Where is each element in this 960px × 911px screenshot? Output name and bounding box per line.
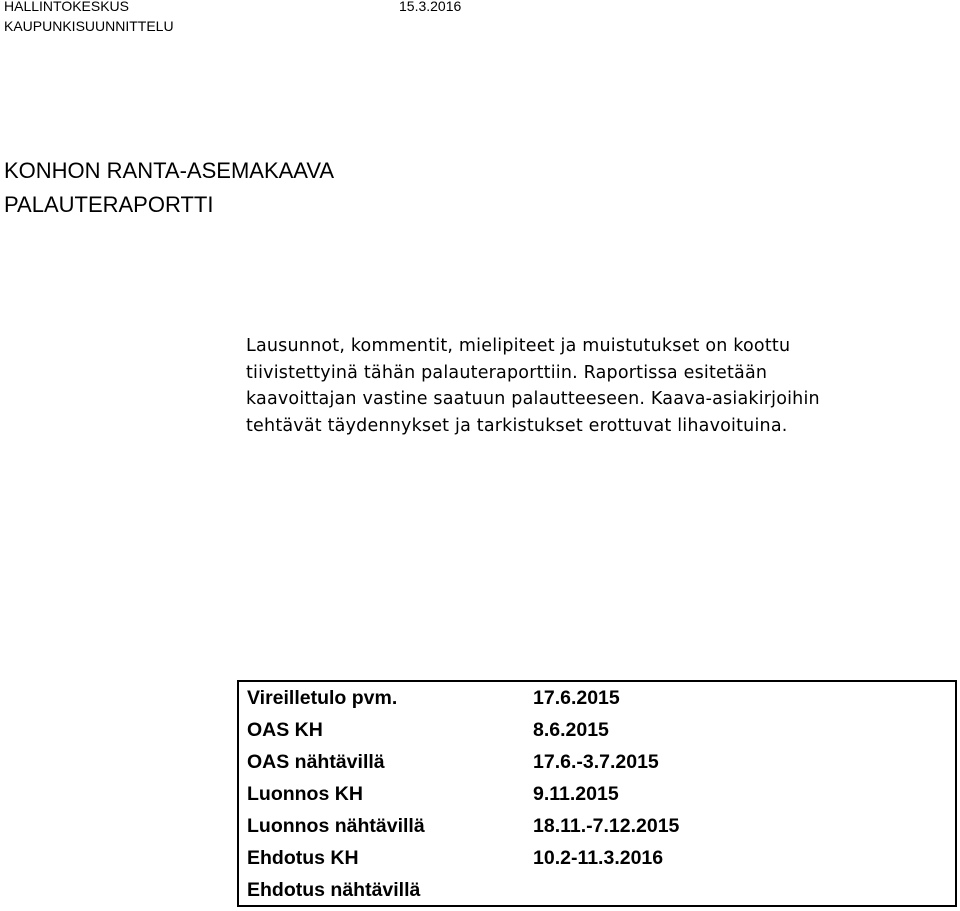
schedule-value: 17.6.-3.7.2015 [533, 751, 659, 773]
schedule-label: Ehdotus KH [247, 847, 359, 869]
schedule-table [237, 680, 957, 907]
header-organization: HALLINTOKESKUS [4, 0, 130, 14]
schedule-label: OAS nähtävillä [247, 751, 385, 773]
schedule-row [239, 751, 955, 783]
schedule-row [239, 783, 955, 815]
schedule-row [239, 815, 955, 847]
intro-line: kaavoittajan vastine saatuun palautteeseen. Kaava-asiakirjoihin [246, 389, 820, 409]
schedule-value: 10.2-11.3.2016 [533, 847, 664, 869]
schedule-label: Ehdotus nähtävillä [247, 879, 421, 901]
header-date: 15.3.2016 [399, 0, 462, 14]
intro-line: tehtävät täydennykset ja tarkistukset erottuvat lihavoituina. [246, 415, 788, 436]
schedule-label: Luonnos nähtävillä [247, 815, 425, 837]
schedule-label: Vireilletulo pvm. [247, 687, 398, 709]
title-line-1: KONHON RANTA-ASEMAKAAVA [4, 158, 335, 183]
intro-paragraph [246, 333, 946, 439]
header-department: KAUPUNKISUUNNITTELU [4, 18, 174, 34]
intro-line: Lausunnot, kommentit, mielipiteet ja muistutukset on koottu [246, 336, 791, 356]
schedule-value: 17.6.2015 [533, 687, 620, 709]
schedule-value: 9.11.2015 [533, 783, 619, 805]
schedule-value: 8.6.2015 [533, 719, 609, 741]
document-title [4, 154, 334, 222]
schedule-row [239, 879, 955, 911]
schedule-label: Luonnos KH [247, 783, 363, 805]
schedule-row [239, 719, 955, 751]
schedule-row [239, 847, 955, 879]
schedule-value: 18.11.-7.12.2015 [533, 815, 680, 837]
document-header [4, 0, 461, 36]
schedule-row [239, 687, 955, 719]
intro-line: tiivistettyinä tähän palauteraporttiin. Raportissa esitetään [246, 362, 768, 383]
title-line-2: PALAUTERAPORTTI [4, 192, 214, 217]
schedule-label: OAS KH [247, 719, 323, 741]
